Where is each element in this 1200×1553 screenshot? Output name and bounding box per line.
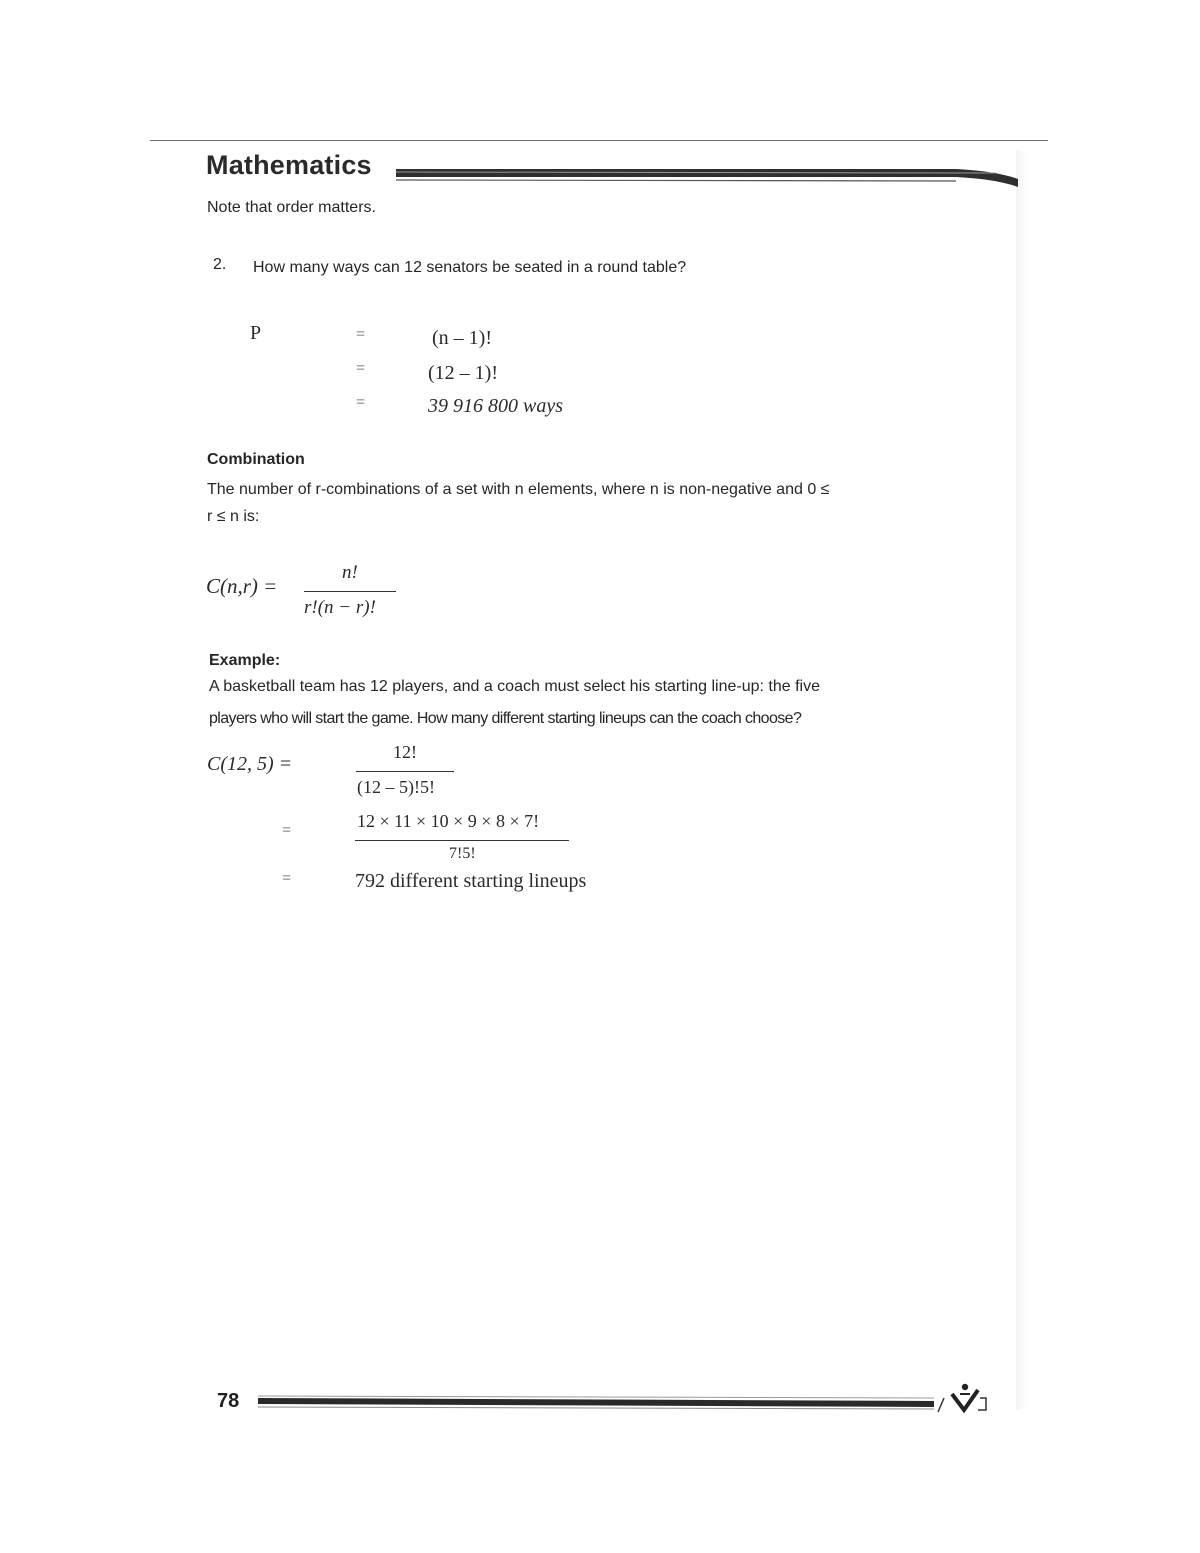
example-fraction1-denominator: (12 – 5)!5! [357, 777, 435, 797]
footer-rule-bar [258, 1392, 934, 1412]
permutation-step2: (12 – 1)! [428, 362, 498, 384]
section-title: Mathematics [206, 150, 372, 180]
publisher-logo-icon [934, 1380, 994, 1414]
example-result: 792 different starting lineups [355, 870, 587, 892]
permutation-lhs: P [250, 322, 262, 344]
equals-sign: = [356, 360, 366, 377]
combination-definition-line1: The number of r-combinations of a set with n elements, where n is non-negative and 0 ≤ [207, 481, 830, 498]
permutation-result: 39 916 800 ways [428, 395, 563, 417]
equals-sign: = [282, 870, 292, 887]
title-rule-bar [396, 165, 1018, 187]
example-fraction1-numerator: 12! [393, 742, 417, 762]
example-heading: Example: [209, 652, 281, 669]
combination-formula-numerator: n! [342, 562, 358, 583]
equals-sign: = [356, 394, 366, 411]
combination-formula-denominator: r!(n − r)! [304, 597, 376, 618]
combination-definition-line2: r ≤ n is: [207, 508, 260, 525]
question-text: How many ways can 12 senators be seated in a round table? [253, 259, 687, 276]
example-lhs: C(12, 5) = [207, 753, 293, 775]
example-fraction2-numerator: 12 × 11 × 10 × 9 × 8 × 7! [357, 811, 540, 831]
note-text: Note that order matters. [207, 199, 376, 216]
example-text-line1: A basketball team has 12 players, and a coach must select his starting line-up: the five [209, 678, 820, 695]
example-fraction2-bar [355, 840, 569, 841]
combination-heading: Combination [207, 451, 305, 468]
equals-sign: = [282, 822, 292, 839]
question-number: 2. [213, 256, 227, 273]
equals-sign: = [356, 326, 366, 343]
permutation-step1: (n – 1)! [432, 327, 492, 349]
example-text-line2: players who will start the game. How many different starting lineups can the coach choose? [209, 710, 802, 727]
page-number: 78 [217, 1390, 240, 1412]
combination-formula-lhs: C(n,r) = [206, 574, 278, 598]
example-fraction1-bar [356, 771, 454, 772]
page-edge-shadow [1016, 150, 1026, 1410]
combination-fraction-bar [304, 591, 396, 592]
example-fraction2-denominator: 7!5! [449, 845, 476, 862]
top-rule [150, 140, 1048, 141]
